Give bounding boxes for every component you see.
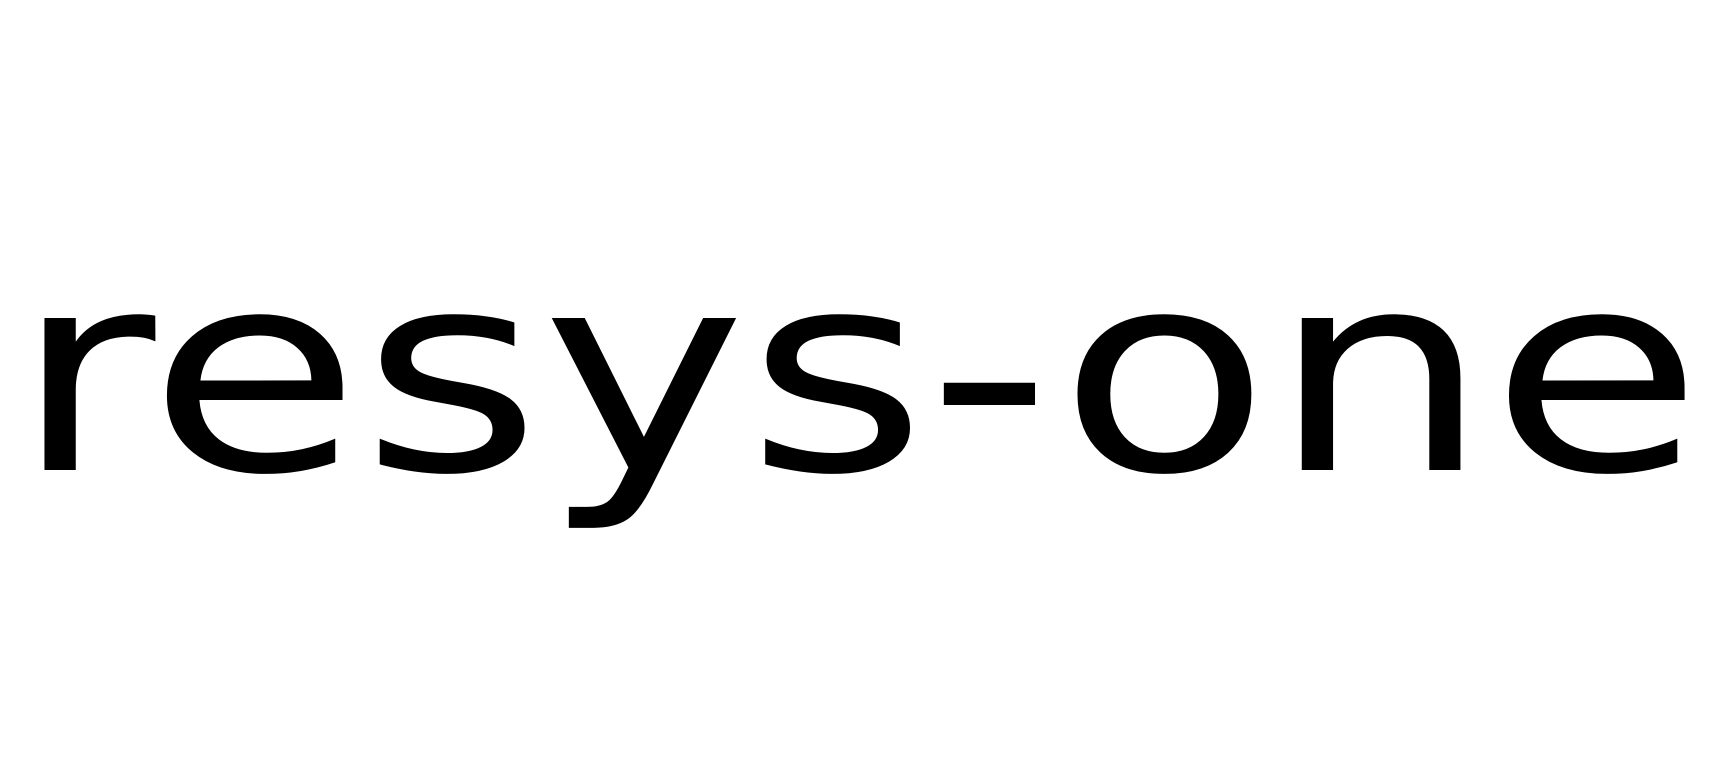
logo-text: resys-one — [13, 212, 1703, 536]
